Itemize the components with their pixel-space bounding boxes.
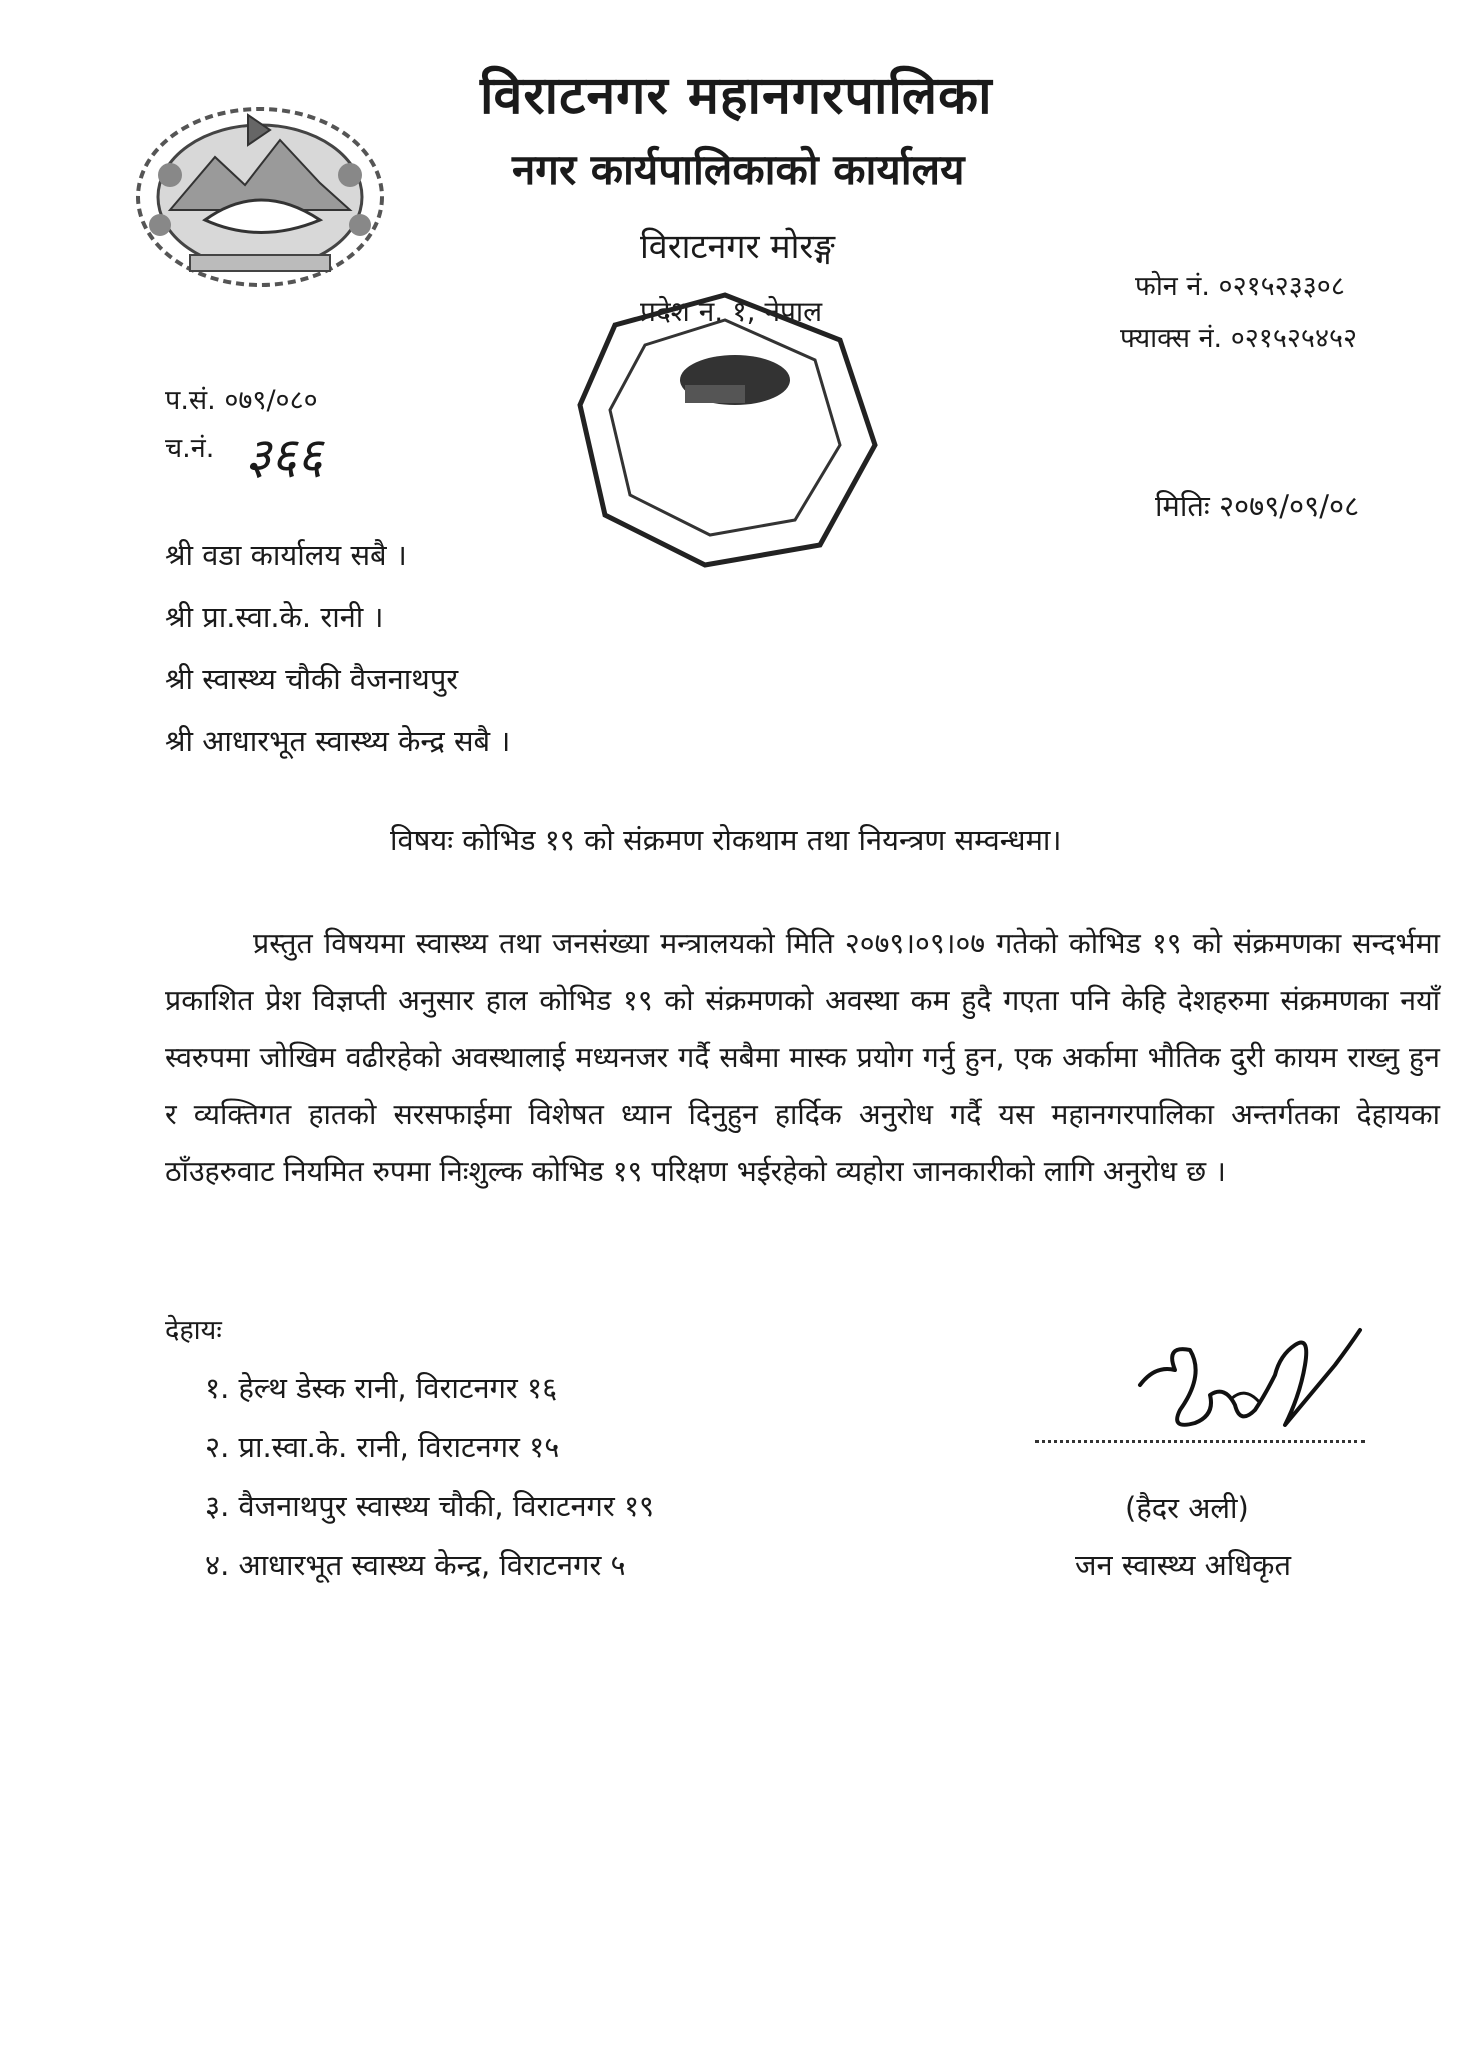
dispatch-label: च.नं. <box>165 433 215 464</box>
office-stamp-icon <box>575 285 885 570</box>
letter-body: प्रस्तुत विषयमा स्वास्थ्य तथा जनसंख्या मन्त्रालयको मिति २०७९।०९।०७ गतेको कोभिड १९ को संक्रमणका सन्दर्भमा प्रकाशित प्रेश विज्ञप्ती अनुसार हाल कोभिड १९ को संक्रमणको अवस्था कम हुदै गएता पनि केहि देशहरुमा संक्रमणका नयाँ स्वरुपमा जोखिम वढीरहेको अवस्थालाई मध्यनजर गर्दै सबैमा मास्क प्रयोग गर्नु हुन, एक अर्कामा भौतिक दुरी कायम राख्नु हुन र व्यक्तिगत हातको सरसफाईमा विशेषत ध्यान दिनुहुन हार्दिक अनुरोध गर्दै यस महानगरपालिका अन्तर्गतका देहायका ठाँउहरुवाट नियमित रुपमा निःशुल्क कोभिड १९ परिक्षण भईरहेको व्यहोरा जानकारीको लागि अनुरोध छ । <box>165 927 1440 1188</box>
nepal-emblem-icon <box>130 85 390 295</box>
municipality-name: विराटनगर महानगरपालिका <box>480 66 993 126</box>
recipient-list <box>165 535 510 783</box>
reference-number: प.सं. ०७९/०८० <box>165 385 318 416</box>
location-item: १. हेल्थ डेस्क रानी, विराटनगर १६ <box>205 1371 558 1405</box>
letter-date: मितिः २०७९/०९/०८ <box>1155 489 1360 523</box>
dispatch-number: ३६६ <box>245 427 323 485</box>
phone-number: फोन नं. ०२१५२३३०८ <box>1135 271 1345 302</box>
signatory-name: (हैदर अली) <box>1125 1491 1249 1525</box>
recipient-item: श्री आधारभूत स्वास्थ्य केन्द्र सबै । <box>165 724 511 758</box>
testing-locations-list <box>205 1368 654 1604</box>
location-item: ३. वैजनाथपुर स्वास्थ्य चौकी, विराटनगर १९ <box>205 1489 655 1523</box>
recipient-item: श्री प्रा.स्वा.के. रानी । <box>165 600 384 634</box>
fax-number: फ्याक्स नं. ०२१५२५४५२ <box>1120 323 1358 354</box>
signatory-title: जन स्वास्थ्य अधिकृत <box>1075 1548 1291 1582</box>
signature-line <box>1035 1440 1365 1443</box>
locations-label: देहायः <box>165 1315 222 1346</box>
location-item: २. प्रा.स्वा.के. रानी, विराटनगर १५ <box>205 1430 560 1464</box>
recipient-item: श्री वडा कार्यालय सबै । <box>165 538 407 572</box>
location-item: ४. आधारभूत स्वास्थ्य केन्द्र, विराटनगर ५ <box>205 1548 626 1582</box>
signature-icon <box>1135 1315 1365 1445</box>
recipient-item: श्री स्वास्थ्य चौकी वैजनाथपुर <box>165 662 459 696</box>
office-name: नगर कार्यपालिकाको कार्यालय <box>512 145 965 194</box>
office-location: विराटनगर मोरङ्ग <box>640 227 835 267</box>
office-address: प्रदेश नं. १, नेपाल <box>640 295 823 328</box>
letter-subject: विषयः कोभिड १९ को संक्रमण रोकथाम तथा नियन्त्रण सम्वन्धमा। <box>390 823 1062 857</box>
